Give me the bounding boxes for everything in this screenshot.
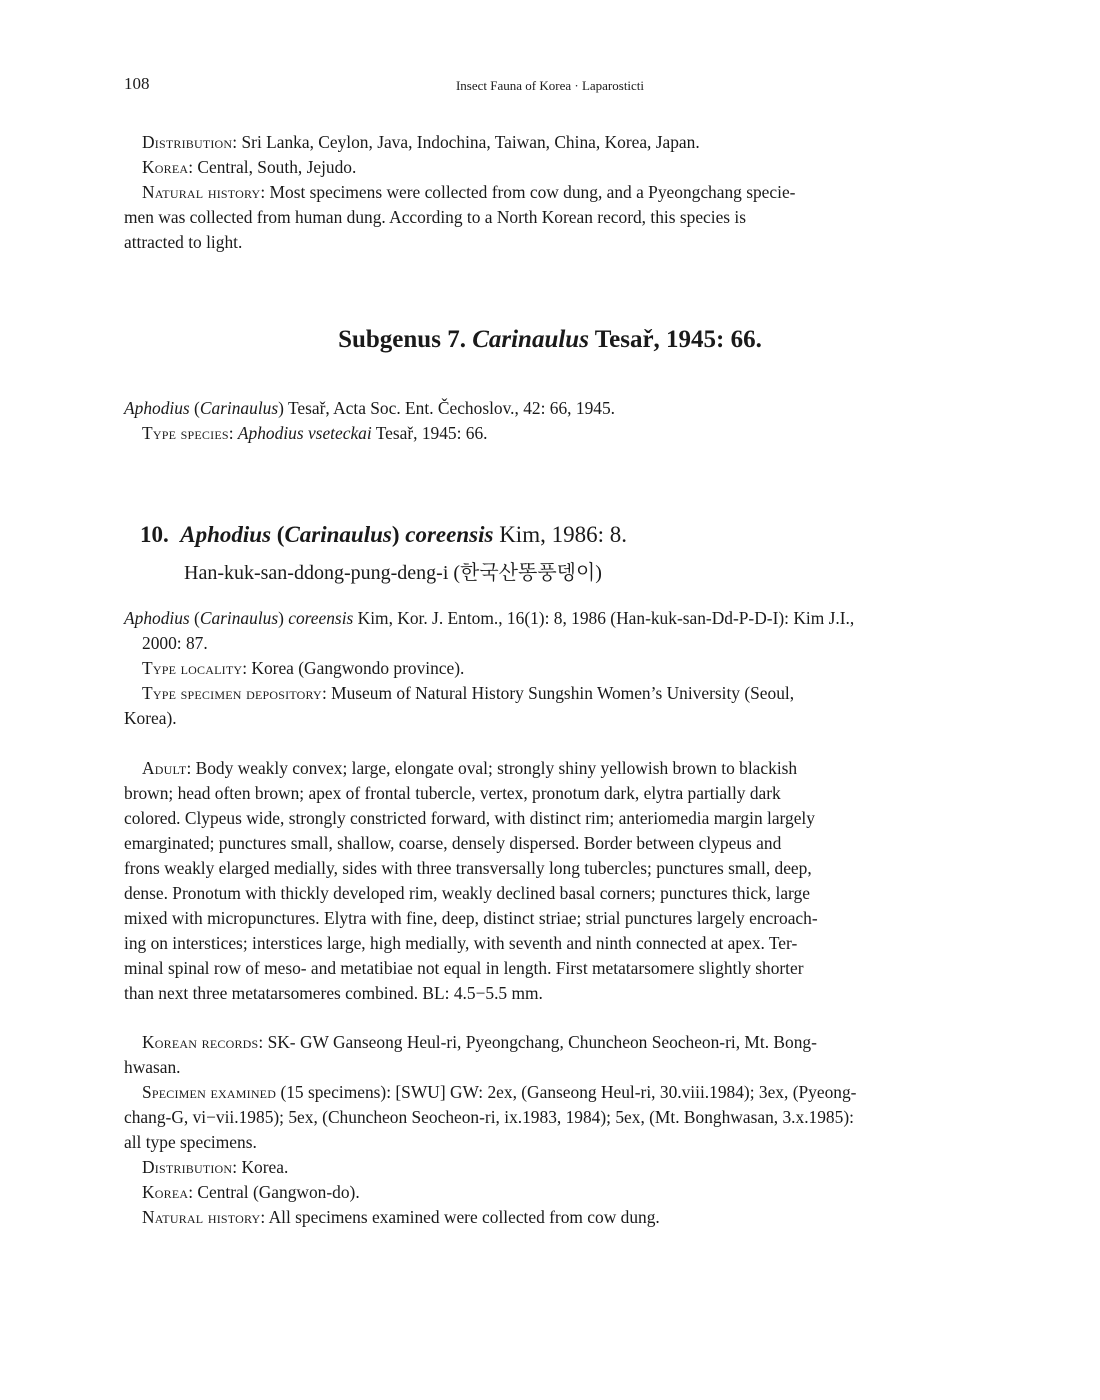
distribution-line: Distribution: Korea. — [142, 1157, 289, 1177]
adult-line: frons weakly elarged medially, sides with three transversally long tubercles; punctures small, deep, — [124, 858, 812, 878]
specimen-examined-line-3: all type specimens. — [124, 1132, 257, 1152]
adult-line: emarginated; punctures small, shallow, coarse, densely dispersed. Border between clypeus and — [124, 833, 782, 853]
adult-line: brown; head often brown; apex of frontal tubercle, vertex, pronotum dark, elytra partially dark — [124, 783, 781, 803]
species-korean-name: Han-kuk-san-ddong-pung-deng-i (한국산똥풍뎅이) — [184, 562, 602, 584]
type-depository-line-2: Korea). — [124, 708, 177, 728]
natural-history-line-2: men was collected from human dung. According to a North Korean record, this species is — [124, 207, 747, 227]
running-head: Insect Fauna of Korea · Laparosticti — [455, 78, 645, 93]
natural-history-line: Natural history: Most specimens were collected from cow dung, and a Pyeongchang specie- — [142, 182, 796, 202]
korea-line: Korea: Central, South, Jejudo. — [142, 157, 357, 177]
species-heading: 10. Aphodius (Carinaulus) coreensis Kim, 1986: 8. — [140, 522, 627, 547]
adult-line: colored. Clypeus wide, strongly constricted forward, with distinct rim; anteriomedia margin largely — [124, 808, 815, 828]
korean-records-line: Korean records: SK- GW Ganseong Heul-ri, Pyeongchang, Chuncheon Seocheon-ri, Mt. Bong- — [142, 1032, 817, 1052]
previous-species-section — [124, 130, 976, 255]
korea-line: Korea: Central (Gangwon-do). — [142, 1182, 360, 1202]
type-species-line: Type species: Aphodius vseteckai Tesař, 1945: 66. — [142, 423, 488, 443]
species-reference-line-2: 2000: 87. — [142, 633, 208, 653]
korean-records-line-2: hwasan. — [124, 1057, 181, 1077]
specimen-examined-line-2: chang-G, vi−vii.1985); 5ex, (Chuncheon Seocheon-ri, ix.1983, 1984); 5ex, (Mt. Bonghwasan, 3.x.1985): — [124, 1107, 854, 1127]
subgenus-heading: Subgenus 7. Carinaulus Tesař, 1945: 66. — [338, 326, 762, 353]
type-depository-line: Type specimen depository: Museum of Natural History Sungshin Women’s University (Seoul, — [142, 683, 795, 703]
page-header — [124, 74, 976, 98]
subgenus-reference: Aphodius (Carinaulus) Tesař, Acta Soc. Ent. Čechoslov., 42: 66, 1945. — [124, 398, 616, 418]
type-locality-line: Type locality: Korea (Gangwondo province). — [142, 658, 465, 678]
specimen-examined-line: Specimen examined (15 specimens): [SWU] GW: 2ex, (Ganseong Heul-ri, 30.viii.1984); 3ex, (Pyeong- — [142, 1082, 857, 1102]
adult-line: ing on interstices; interstices large, high medially, with seventh and ninth connected at apex. Ter- — [124, 933, 798, 953]
adult-line: mixed with micropunctures. Elytra with fine, deep, distinct striae; strial punctures largely encroach- — [124, 908, 818, 928]
natural-history-line-3: attracted to light. — [124, 232, 243, 252]
subgenus-reference-section — [124, 396, 976, 446]
species-reference-section — [124, 606, 976, 731]
adult-line: Adult: Body weakly convex; large, elongate oval; strongly shiny yellowish brown to blackish — [142, 758, 798, 778]
species-reference: Aphodius (Carinaulus) coreensis Kim, Kor. J. Entom., 16(1): 8, 1986 (Han-kuk-san-Dd-P-D-I): Kim J.I., — [124, 608, 855, 628]
adult-line: than next three metatarsomeres combined. BL: 4.5−5.5 mm. — [124, 983, 543, 1003]
adult-line: dense. Pronotum with thickly developed rim, weakly declined basal corners; punctures thick, large — [124, 883, 810, 903]
records-section — [124, 1030, 976, 1230]
distribution-line: Distribution: Sri Lanka, Ceylon, Java, Indochina, Taiwan, China, Korea, Japan. — [142, 132, 700, 152]
natural-history-line: Natural history: All specimens examined were collected from cow dung. — [142, 1207, 660, 1227]
adult-line: minal spinal row of meso- and metatibiae not equal in length. First metatarsomere slightly shorter — [124, 958, 804, 978]
adult-description — [124, 756, 976, 1006]
page-number: 108 — [124, 74, 150, 93]
